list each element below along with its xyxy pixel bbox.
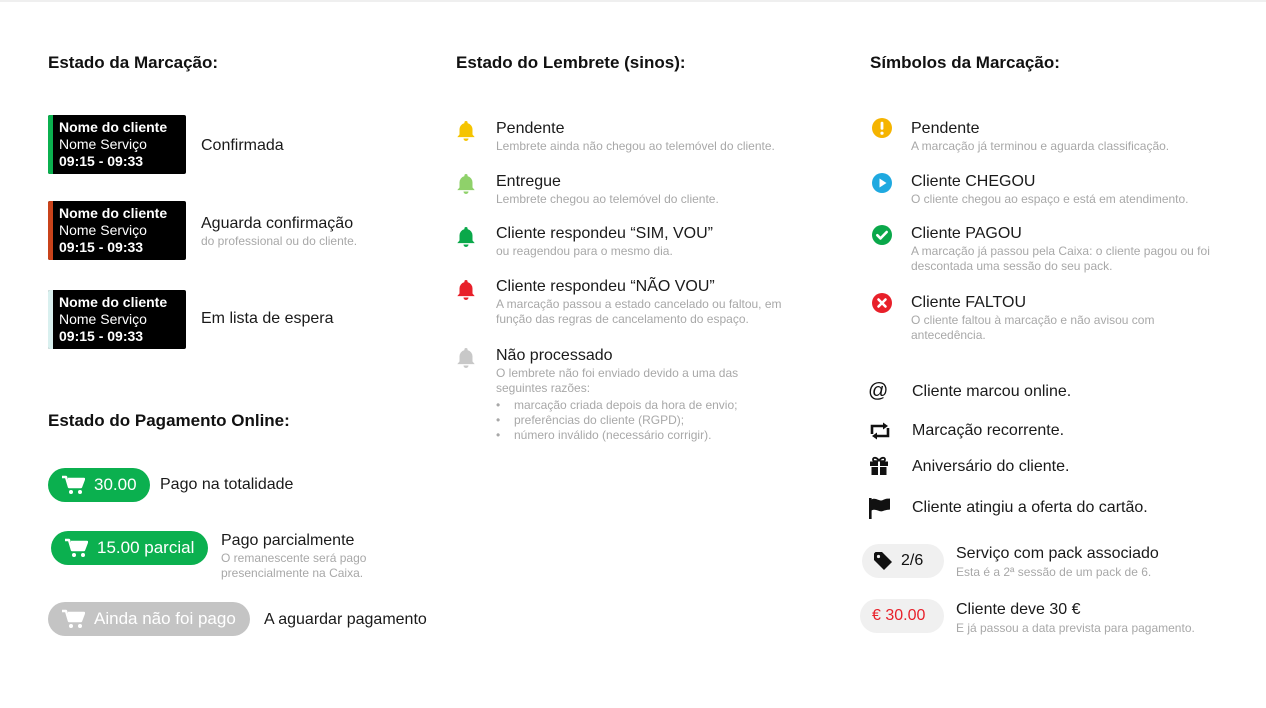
debt-amount: € 30.00 [872,607,926,624]
card-service-name: Nome Serviço [59,311,147,327]
flag-icon [868,497,892,519]
reminder-status-heading: Estado do Lembrete (sinos): [456,53,686,72]
bell-icon [454,278,478,302]
pack-label: Serviço com pack associado [956,545,1159,562]
cart-icon [61,609,85,629]
x-circle-icon [871,292,893,314]
unpaid-badge[interactable] [48,602,250,636]
paid-full-amount: 30.00 [94,475,137,494]
symbol-paid-sub: A marcação já passou pela Caixa: o cliente pagou ou foi descontada uma sessão do seu pack. [911,244,1210,273]
symbol-pending-sub: A marcação já terminou e aguarda classificação. [911,139,1170,153]
paid-partial-sub: O remanescente será pago presencialmente na Caixa. [221,551,367,580]
debt-sub: E já passou a data prevista para pagamento. [956,621,1195,635]
waitlist-label: Em lista de espera [201,310,334,327]
paid-full-label: Pago na totalidade [160,476,294,493]
pack-count: 2/6 [901,552,924,569]
gift-icon [869,456,889,476]
appointment-card-waitlist[interactable] [48,290,186,349]
list-item: • marcação criada depois da hora de envio; [496,398,738,412]
reminder-pending-label: Pendente [496,120,565,137]
symbol-noshow-label: Cliente FALTOU [911,294,1027,311]
reminder-no-sub: A marcação passou a estado cancelado ou faltou, em função das regras de cancelamento do espaço. [496,297,782,326]
card-time-range: 09:15 - 09:33 [59,239,144,255]
appointment-card-confirmed[interactable] [48,115,186,174]
cart-icon [61,475,85,495]
unpaid-amount: Ainda não foi pago [94,609,236,628]
card-service-name: Nome Serviço [59,136,147,152]
online-booking-label: Cliente marcou online. [912,383,1072,400]
bell-icon [454,172,478,196]
recurring-label: Marcação recorrente. [912,422,1065,439]
play-circle-icon [871,172,893,194]
card-client-name: Nome do cliente [59,294,168,310]
paid-partial-label: Pago parcialmente [221,532,355,549]
booking-status-heading: Estado da Marcação: [48,53,219,72]
symbol-paid-label: Cliente PAGOU [911,225,1022,242]
list-item: • preferências do cliente (RGPD); [496,413,685,427]
loyalty-offer-label: Cliente atingiu a oferta do cartão. [912,499,1148,516]
top-border [0,0,1266,2]
reminder-reasons-list [496,398,737,443]
card-service-name: Nome Serviço [59,222,147,238]
reminder-unprocessed-label: Não processado [496,347,613,364]
reminder-delivered-label: Entregue [496,173,561,190]
repeat-icon [868,422,892,440]
bell-icon [454,225,478,249]
reminder-unprocessed-sub: O lembrete não foi enviado devido a uma das seguintes razões: [496,366,739,395]
symbol-noshow-sub: O cliente faltou à marcação e não avisou com antecedência. [911,313,1155,342]
list-item: • número inválido (necessário corrigir). [496,428,712,442]
status-bar-confirmed [48,115,53,174]
symbol-arrived-label: Cliente CHEGOU [911,173,1036,190]
online-payment-heading: Estado do Pagamento Online: [48,411,290,430]
pack-badge[interactable] [862,544,944,578]
reminder-pending-sub: Lembrete ainda não chegou ao telemóvel do cliente. [496,139,775,153]
status-bar-awaiting [48,201,53,260]
awaiting-sub: do professional ou do cliente. [201,234,358,248]
card-client-name: Nome do cliente [59,119,168,135]
confirmed-label: Confirmada [201,137,284,154]
booking-symbols-heading: Símbolos da Marcação: [870,53,1060,72]
symbol-pending-label: Pendente [911,120,980,137]
cart-icon [64,538,88,558]
status-bar-waitlist [48,290,53,349]
symbol-arrived-sub: O cliente chegou ao espaço e está em atendimento. [911,192,1189,206]
bell-icon [454,119,478,143]
bell-icon [454,346,478,370]
reminder-yes-label: Cliente respondeu “SIM, VOU” [496,225,713,242]
card-time-range: 09:15 - 09:33 [59,153,144,169]
unpaid-label: A aguardar pagamento [264,611,427,628]
tag-icon [873,551,893,571]
reminder-delivered-sub: Lembrete chegou ao telemóvel do cliente. [496,192,719,206]
awaiting-label: Aguarda confirmação [201,215,354,232]
exclamation-circle-icon [871,117,893,139]
at-icon: @ [868,380,889,402]
card-time-range: 09:15 - 09:33 [59,328,144,344]
paid-full-badge[interactable] [48,468,150,502]
birthday-label: Aniversário do cliente. [912,458,1070,475]
card-client-name: Nome do cliente [59,205,168,221]
pack-sub: Esta é a 2ª sessão de um pack de 6. [956,565,1152,579]
paid-partial-badge[interactable] [51,531,208,565]
debt-badge[interactable] [860,599,944,633]
debt-label: Cliente deve 30 € [956,601,1081,618]
check-circle-icon [871,224,893,246]
appointment-card-awaiting[interactable] [48,201,186,260]
paid-partial-amount: 15.00 parcial [97,538,195,557]
reminder-no-label: Cliente respondeu “NÃO VOU” [496,278,715,295]
reminder-yes-sub: ou reagendou para o mesmo dia. [496,244,673,258]
